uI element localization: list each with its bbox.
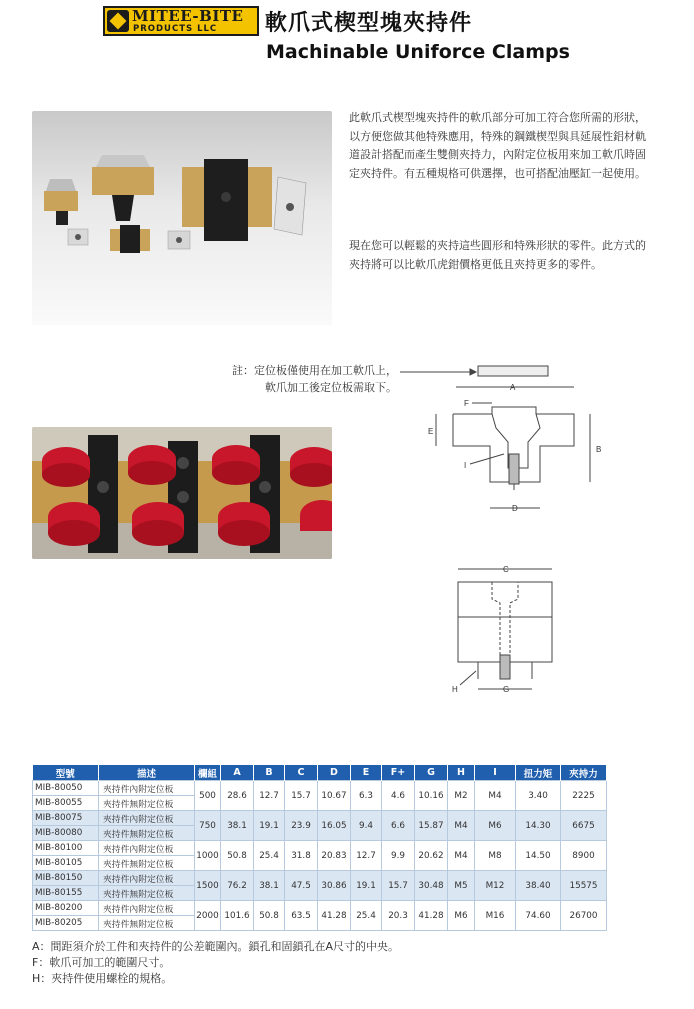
column-header: 扭力矩: [516, 765, 561, 781]
spec-value-cell: 28.6: [221, 781, 254, 811]
spec-value-cell: 15.7: [285, 781, 318, 811]
spec-value-cell: 47.5: [285, 871, 318, 901]
spec-value-cell: 4.6: [382, 781, 415, 811]
spec-value-cell: M16: [475, 901, 516, 931]
table-row: [33, 811, 607, 826]
spec-value-cell: 1500: [195, 871, 221, 901]
note-line-1: 註：定位板僅使用在加工軟爪上，: [232, 364, 397, 377]
description-cell: 夾持件內附定位板: [99, 781, 195, 796]
page-title-english: Machinable Uniforce Clamps: [266, 41, 570, 63]
spec-value-cell: 50.8: [254, 901, 285, 931]
spec-value-cell: M4: [448, 841, 475, 871]
spec-value-cell: 26700: [561, 901, 607, 931]
spec-value-cell: 74.60: [516, 901, 561, 931]
table-row: [33, 781, 607, 796]
spec-value-cell: 10.16: [415, 781, 448, 811]
description-cell: 夾持件內附定位板: [99, 841, 195, 856]
spec-value-cell: 2225: [561, 781, 607, 811]
spec-value-cell: 12.7: [351, 841, 382, 871]
column-header: 欄組: [195, 765, 221, 781]
spec-value-cell: 12.7: [254, 781, 285, 811]
brand-name: MITEE-BITE: [132, 7, 244, 25]
spec-value-cell: M5: [448, 871, 475, 901]
label-i: I: [464, 461, 467, 470]
footnote-a: A：間距須介於工件和夾持件的公差範圍內。鎖孔和固鎖孔在A尺寸的中央。: [32, 940, 400, 953]
column-header: 型號: [33, 765, 99, 781]
spec-value-cell: 50.8: [221, 841, 254, 871]
model-cell: MIB-80155: [33, 886, 99, 901]
spec-value-cell: 63.5: [285, 901, 318, 931]
spec-value-cell: 9.9: [382, 841, 415, 871]
intro-paragraph-1: 此軟爪式楔型塊夾持件的軟爪部分可加工符合您所需的形狀，以方便您做其他特殊應用，特殊的鋼鐵楔型與具延展性鋁材軌道設計搭配而產生雙側夾持力，內附定位板用來加工軟爪時固定夾持件。有五種規格可供選擇，也可搭配油壓缸一起使用。: [349, 111, 646, 180]
note-line-2: 軟爪加工後定位板需取下。: [265, 381, 397, 394]
column-header: E: [351, 765, 382, 781]
spec-value-cell: 25.4: [351, 901, 382, 931]
spec-value-cell: 38.1: [254, 871, 285, 901]
model-cell: MIB-80105: [33, 856, 99, 871]
brand-logo: [103, 6, 259, 36]
column-header: D: [318, 765, 351, 781]
spec-value-cell: 3.40: [516, 781, 561, 811]
spec-value-cell: 20.83: [318, 841, 351, 871]
label-e: E: [428, 427, 434, 436]
application-photo: [32, 427, 332, 559]
spec-value-cell: M6: [475, 811, 516, 841]
description-cell: 夾持件無附定位板: [99, 916, 195, 931]
column-header: I: [475, 765, 516, 781]
column-header: 夾持力: [561, 765, 607, 781]
description-cell: 夾持件無附定位板: [99, 796, 195, 811]
spec-value-cell: 16.05: [318, 811, 351, 841]
logo-mark-icon: [107, 10, 129, 32]
spec-value-cell: 41.28: [415, 901, 448, 931]
spec-value-cell: 500: [195, 781, 221, 811]
spec-value-cell: 750: [195, 811, 221, 841]
description-cell: 夾持件無附定位板: [99, 856, 195, 871]
model-cell: MIB-80080: [33, 826, 99, 841]
spec-value-cell: M4: [475, 781, 516, 811]
spec-value-cell: 6.6: [382, 811, 415, 841]
spec-value-cell: 30.86: [318, 871, 351, 901]
spec-value-cell: 2000: [195, 901, 221, 931]
model-cell: MIB-80050: [33, 781, 99, 796]
model-cell: MIB-80150: [33, 871, 99, 886]
clamp-side-view-diagram: [440, 555, 570, 705]
model-cell: MIB-80205: [33, 916, 99, 931]
label-h: H: [452, 685, 458, 694]
spec-value-cell: 31.8: [285, 841, 318, 871]
description-cell: 夾持件內附定位板: [99, 811, 195, 826]
spec-value-cell: M4: [448, 811, 475, 841]
footnote-h: H：夾持件使用螺栓的規格。: [32, 972, 173, 985]
spec-value-cell: M8: [475, 841, 516, 871]
table-row: [33, 901, 607, 916]
spec-value-cell: 76.2: [221, 871, 254, 901]
column-header: 描述: [99, 765, 195, 781]
label-g: G: [503, 685, 510, 694]
label-a: A: [510, 383, 516, 392]
spec-value-cell: 15.7: [382, 871, 415, 901]
spec-value-cell: 20.62: [415, 841, 448, 871]
spec-value-cell: 19.1: [254, 811, 285, 841]
spec-value-cell: 30.48: [415, 871, 448, 901]
locating-plate-note: [227, 362, 397, 396]
clamp-front-view-diagram: [400, 362, 630, 532]
intro-paragraph-2: 現在您可以輕鬆的夾持這些圓形和特殊形狀的零件。此方式的夾持將可以比軟爪虎鉗價格更低且夾持更多的零件。: [349, 239, 646, 271]
spec-value-cell: 6675: [561, 811, 607, 841]
column-header: F+: [382, 765, 415, 781]
spec-value-cell: 101.6: [221, 901, 254, 931]
model-cell: MIB-80200: [33, 901, 99, 916]
spec-table: [32, 765, 607, 931]
description-cell: 夾持件無附定位板: [99, 886, 195, 901]
spec-value-cell: 14.50: [516, 841, 561, 871]
label-d: D: [512, 504, 518, 513]
column-header: A: [221, 765, 254, 781]
column-header: G: [415, 765, 448, 781]
spec-value-cell: 6.3: [351, 781, 382, 811]
column-header: H: [448, 765, 475, 781]
spec-value-cell: 10.67: [318, 781, 351, 811]
spec-value-cell: 23.9: [285, 811, 318, 841]
spec-value-cell: M12: [475, 871, 516, 901]
model-cell: MIB-80100: [33, 841, 99, 856]
page-title-chinese: 軟爪式楔型塊夾持件: [265, 11, 473, 36]
spec-value-cell: M6: [448, 901, 475, 931]
spec-value-cell: 20.3: [382, 901, 415, 931]
spec-value-cell: 8900: [561, 841, 607, 871]
spec-value-cell: 15.87: [415, 811, 448, 841]
model-cell: MIB-80055: [33, 796, 99, 811]
spec-value-cell: 41.28: [318, 901, 351, 931]
spec-value-cell: 38.1: [221, 811, 254, 841]
spec-value-cell: M2: [448, 781, 475, 811]
spec-value-cell: 1000: [195, 841, 221, 871]
table-header-row: [33, 765, 607, 781]
description-cell: 夾持件內附定位板: [99, 871, 195, 886]
description-cell: 夾持件內附定位板: [99, 901, 195, 916]
brand-subtitle: PRODUCTS LLC: [133, 24, 218, 34]
table-row: [33, 841, 607, 856]
spec-value-cell: 14.30: [516, 811, 561, 841]
column-header: C: [285, 765, 318, 781]
spec-value-cell: 15575: [561, 871, 607, 901]
model-cell: MIB-80075: [33, 811, 99, 826]
label-b: B: [596, 445, 602, 454]
label-f: F: [464, 399, 469, 408]
spec-value-cell: 9.4: [351, 811, 382, 841]
column-header: B: [254, 765, 285, 781]
spec-value-cell: 38.40: [516, 871, 561, 901]
label-c: C: [503, 565, 509, 574]
spec-value-cell: 25.4: [254, 841, 285, 871]
table-row: [33, 871, 607, 886]
description-cell: 夾持件無附定位板: [99, 826, 195, 841]
product-photo: [32, 111, 332, 325]
arrowhead-icon: [470, 369, 476, 375]
spec-value-cell: 19.1: [351, 871, 382, 901]
footnote-f: F：軟爪可加工的範圍尺寸。: [32, 956, 171, 969]
